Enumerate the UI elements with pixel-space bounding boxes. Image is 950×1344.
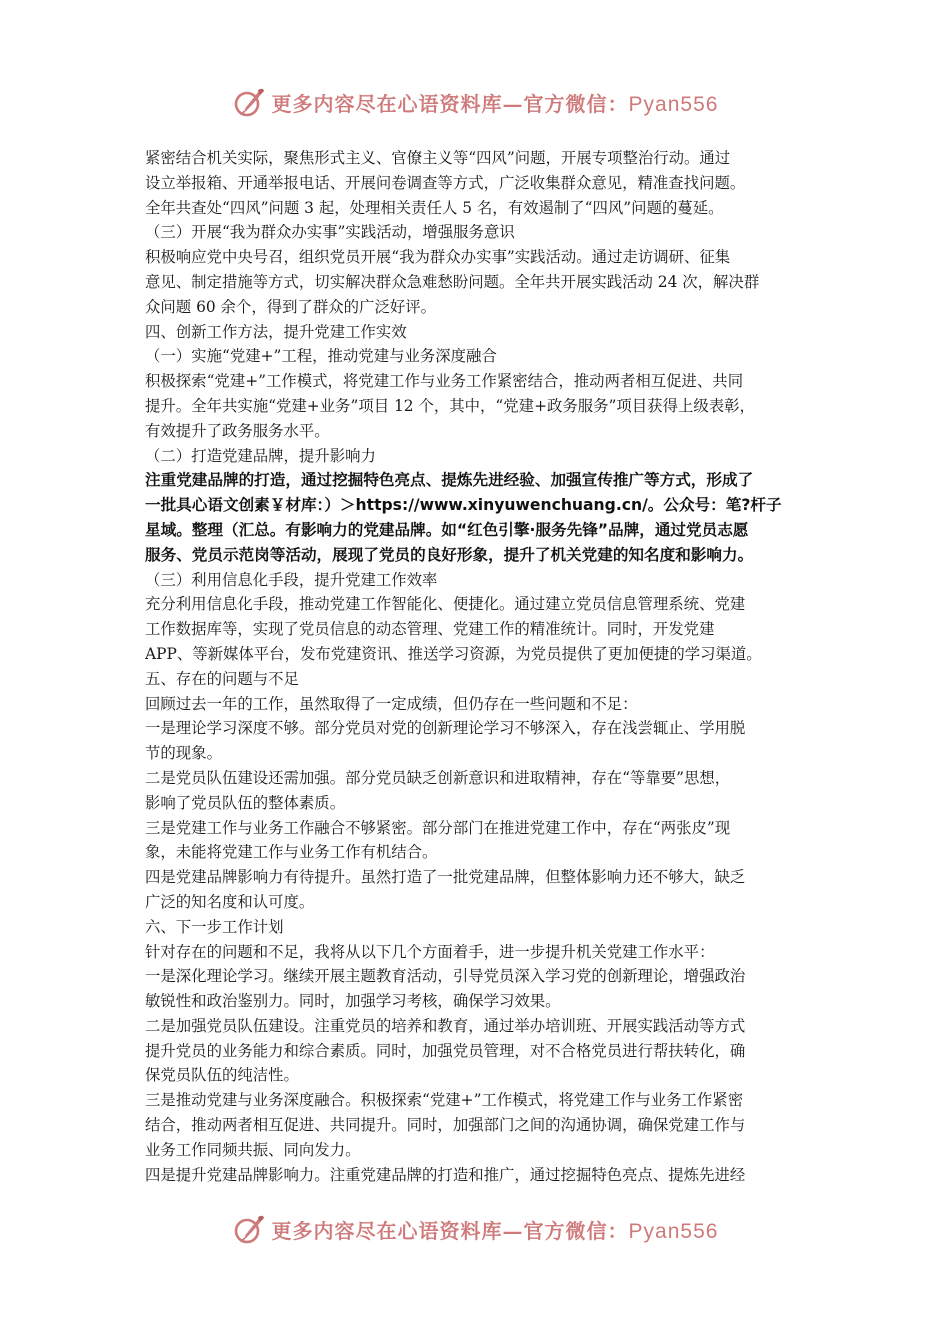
wechat-id: Pyan556 (628, 92, 719, 116)
text-line: 二是加强党员队伍建设。注重党员的培养和教育，通过举办培训班、开展实践活动等方式 (145, 1016, 746, 1035)
text-line: 节的现象。 (145, 744, 222, 763)
text-line: 充分利用信息化手段，推动党建工作智能化、便捷化。通过建立党员信息管理系统、党建 (145, 595, 746, 614)
header-watermark-banner (0, 80, 950, 124)
text-line: 结合，推动两者相互促进、共同提升。同时，加强部门之间的沟通协调，确保党建工作与 (145, 1116, 746, 1135)
text-line: 工作数据库等，实现了党员信息的动态管理、党建工作的精准统计。同时，开发党建 (145, 620, 715, 639)
text-line: （三）开展“我为群众办实事”实践活动，增强服务意识 (145, 223, 515, 242)
text-line: 四、创新工作方法，提升党建工作实效 (145, 322, 407, 341)
text-line: 设立举报箱、开通举报电话、开展问卷调查等方式，广泛收集群众意见，精准查找问题。 (145, 173, 746, 192)
text-line: 众问题 60 余个，得到了群众的广泛好评。 (145, 297, 437, 316)
text-line: （三）利用信息化手段，提升党建工作效率 (145, 570, 438, 589)
text-line: （一）实施“党建+”工程，推动党建与业务深度融合 (145, 347, 497, 366)
quill-logo-icon (232, 1212, 266, 1246)
text-line: 三是推动党建与业务深度融合。积极探索“党建+”工作模式，将党建工作与业务工作紧密 (145, 1091, 744, 1110)
text-line: 积极响应党中央号召，组织党员开展“我为群众办实事”实践活动。通过走访调研、征集 (145, 248, 731, 267)
text-line: 有效提升了政务服务水平。 (145, 421, 330, 440)
text-line: （二）打造党建品牌，提升影响力 (145, 446, 376, 465)
text-line: 保党员队伍的纯洁性。 (145, 1066, 299, 1085)
text-line: 敏锐性和政治鉴别力。同时，加强学习考核，确保学习效果。 (145, 992, 561, 1011)
text-line: 四是提升党建品牌影响力。注重党建品牌的打造和推广，通过挖掘特色亮点、提炼先进经 (145, 1165, 746, 1184)
banner-text: 更多内容尽在心语资料库—官方微信：Pyan556 (271, 1218, 719, 1243)
text-line: 广泛的知名度和认可度。 (145, 892, 315, 911)
text-line: 五、存在的问题与不足 (145, 669, 299, 688)
text-line: 二是党员队伍建设还需加强。部分党员缺乏创新意识和进取精神，存在“等靠要”思想， (145, 768, 731, 787)
text-line: 影响了党员队伍的整体素质。 (145, 793, 346, 812)
wechat-id: Pyan556 (628, 1219, 719, 1243)
text-line: 注重党建品牌的打造，通过挖掘特色亮点、提炼先进经验、加强宣传推广等方式，形成了 (145, 471, 754, 490)
text-line: 积极探索“党建+”工作模式，将党建工作与业务工作紧密结合，推动两者相互促进、共同 (145, 372, 744, 391)
text-line: 意见、制定措施等方式，切实解决群众急难愁盼问题。全年共开展实践活动 24 次，解决群 (145, 272, 760, 291)
text-line: 回顾过去一年的工作，虽然取得了一定成绩，但仍存在一些问题和不足： (145, 694, 638, 713)
text-line: 六、下一步工作计划 (145, 917, 284, 936)
text-line: 提升。全年共实施“党建+业务”项目 12 个，其中，“党建+政务服务”项目获得上级表彰， (145, 396, 755, 415)
text-line: 提升党员的业务能力和综合素质。同时，加强党员管理，对不合格党员进行帮扶转化，确 (145, 1041, 746, 1060)
text-line: 紧密结合机关实际，聚焦形式主义、官僚主义等“四风”问题，开展专项整治行动。通过 (145, 149, 731, 167)
quill-logo-icon (232, 85, 266, 119)
text-line: 一是深化理论学习。继续开展主题教育活动，引导党员深入学习党的创新理论，增强政治 (145, 967, 746, 986)
text-line: 全年共查处“四风”问题 3 起，处理相关责任人 5 名，有效遏制了“四风”问题的蔓延。 (145, 198, 724, 217)
text-line: 四是党建品牌影响力有待提升。虽然打造了一批党建品牌，但整体影响力还不够大，缺乏 (145, 868, 746, 887)
text-line: 象，未能将党建工作与业务工作有机结合。 (145, 843, 438, 862)
text-line: APP、等新媒体平台，发布党建资讯、推送学习资源，为党员提供了更加便捷的学习渠道。 (145, 644, 762, 663)
text-line: 针对存在的问题和不足，我将从以下几个方面着手，进一步提升机关党建工作水平： (145, 942, 715, 961)
text-line: 一批具心语文创素￥材库：）＞https://www.xinyuwenchuang.cn/。公众号：笔?杆子 (145, 496, 782, 515)
text-line: 三是党建工作与业务工作融合不够紧密。部分部门在推进党建工作中，存在“两张皮”现 (145, 818, 731, 837)
footer-watermark-banner (0, 1207, 950, 1251)
text-line: 服务、党员示范岗等活动，展现了党员的良好形象，提升了机关党建的知名度和影响力。 (145, 545, 754, 564)
document-body (145, 146, 815, 1187)
text-line: 业务工作同频共振、同向发力。 (145, 1140, 361, 1159)
banner-text: 更多内容尽在心语资料库—官方微信：Pyan556 (271, 91, 719, 116)
text-line: 一是理论学习深度不够。部分党员对党的创新理论学习不够深入，存在浅尝辄止、学用脱 (145, 719, 746, 738)
text-line: 星域。整理（汇总。有影响力的党建品牌。如“红色引擎·服务先锋”品牌，通过党员志愿 (145, 520, 749, 539)
